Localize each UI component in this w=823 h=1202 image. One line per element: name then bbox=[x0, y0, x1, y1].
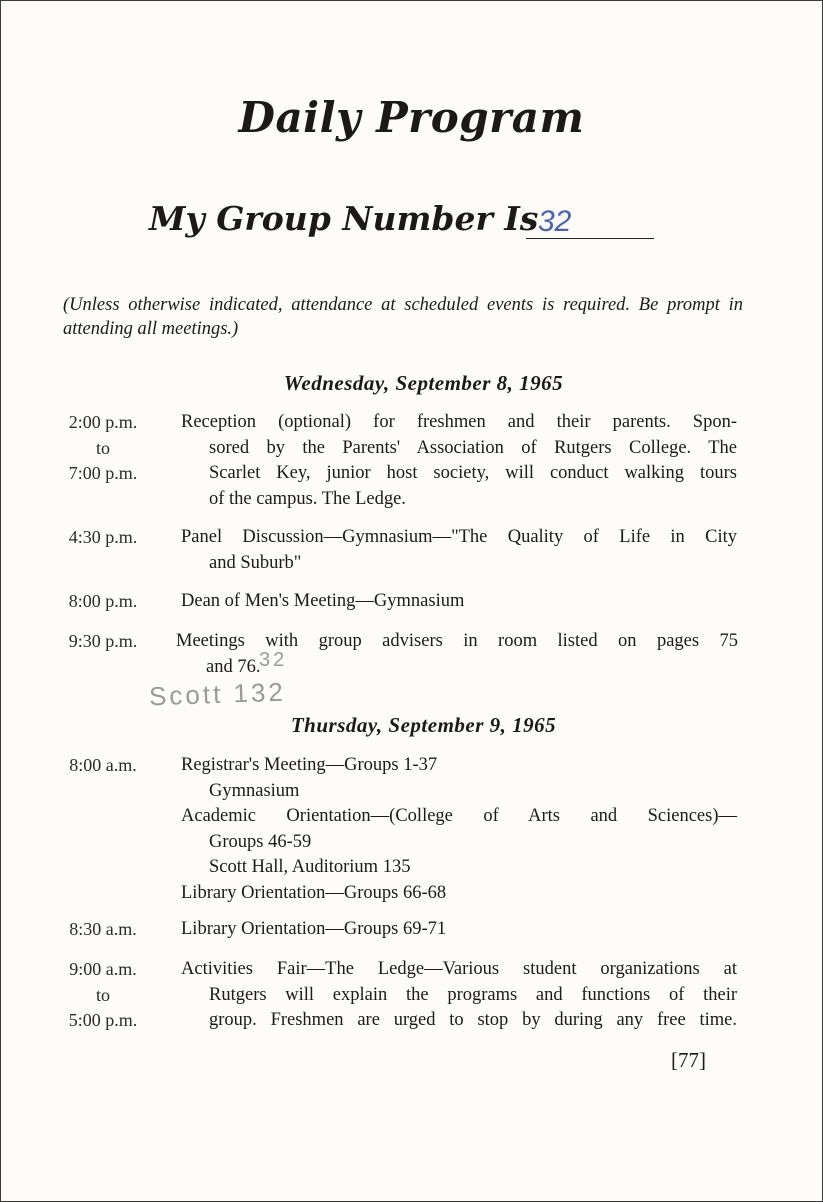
entry-description: Reception (optional) for freshmen and their parents. Spon- sored by the Parents' Association of Rutgers College. The Scarlet Key, junior host society, will conduct walking tours of the campus. The Ledge. bbox=[181, 412, 737, 509]
handwritten-note-scott: Scott 132 bbox=[148, 676, 287, 712]
entry-time: 8:00 p.m. bbox=[68, 591, 138, 611]
group-number-label: My Group Number Is bbox=[149, 199, 539, 238]
handwritten-note-32: 32 bbox=[259, 649, 288, 671]
day-heading-thursday: Thursday, September 9, 1965 bbox=[290, 713, 557, 737]
page-number: [77] bbox=[671, 1048, 706, 1072]
entry-time: 4:30 p.m. bbox=[68, 527, 138, 547]
page-title: Daily Program bbox=[238, 93, 585, 142]
entry-description: Registrar's Meeting—Groups 1-37 Gymnasium Academic Orientation—(College of Arts and Sciences)— Groups 46-59 Scott Hall, Auditorium 135 Library Orientation—Groups 66-68 bbox=[181, 755, 737, 903]
entry-description: Meetings with group advisers in room listed on pages 75 and 76. bbox=[176, 631, 738, 677]
entry-time: 9:30 p.m. bbox=[68, 631, 138, 651]
attendance-note: (Unless otherwise indicated, attendance at scheduled events is required. Be prompt in attending all meetings.) bbox=[63, 295, 743, 339]
entry-time: 8:30 a.m. bbox=[69, 919, 137, 939]
entry-time: 8:00 a.m. bbox=[69, 755, 137, 775]
entry-time: 9:00 a.m. to 5:00 p.m. bbox=[68, 959, 138, 1030]
group-number-handwritten: 32 bbox=[538, 205, 572, 238]
entry-description: Library Orientation—Groups 69-71 bbox=[181, 919, 447, 939]
entry-description: Dean of Men's Meeting—Gymnasium bbox=[181, 591, 465, 611]
entry-description: Panel Discussion—Gymnasium—"The Quality of Life in City and Suburb" bbox=[181, 527, 737, 573]
entry-description: Activities Fair—The Ledge—Various student organizations at Rutgers will explain the programs and functions of their group. Freshmen are urged to stop by during any free time. bbox=[181, 959, 737, 1030]
entry-time: 2:00 p.m. to 7:00 p.m. bbox=[68, 412, 138, 483]
day-heading-wednesday: Wednesday, September 8, 1965 bbox=[283, 371, 564, 395]
